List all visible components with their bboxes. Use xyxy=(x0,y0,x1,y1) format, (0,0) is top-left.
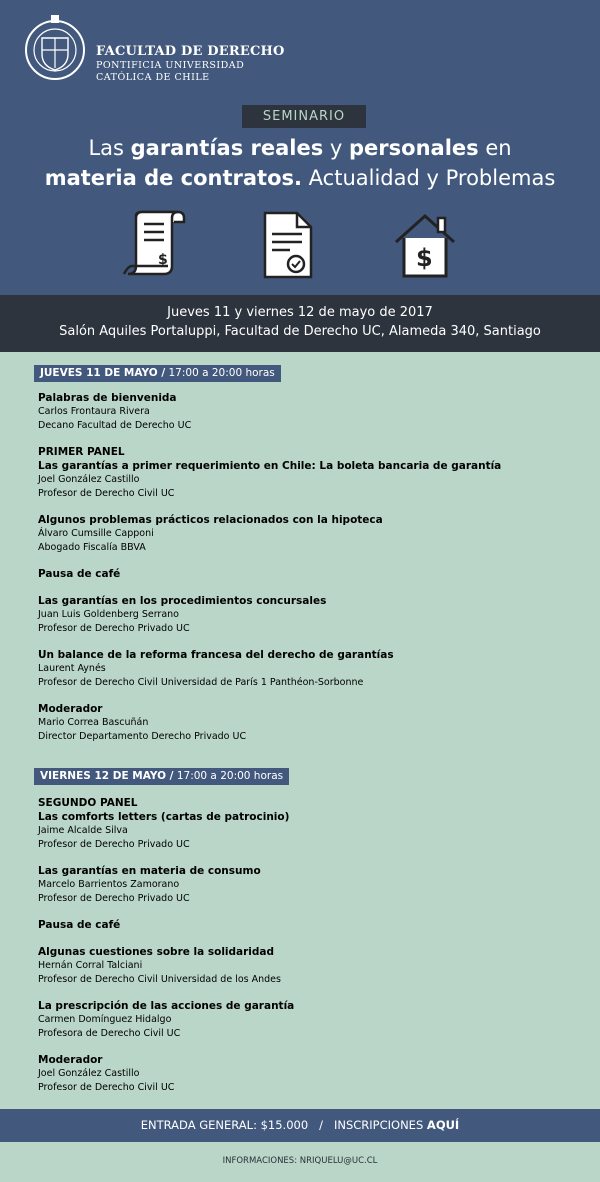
program-item xyxy=(38,864,578,905)
program-item xyxy=(38,999,578,1040)
panel-title: SEGUNDO PANEL xyxy=(38,797,138,809)
speaker-name: Mario Correa Bascuñán xyxy=(38,717,149,728)
speaker-role: Profesor de Derecho Privado UC xyxy=(38,622,190,634)
title-part: Las xyxy=(88,136,131,160)
item-title: Moderador xyxy=(38,1054,103,1066)
program-item xyxy=(38,445,578,500)
register-link[interactable]: AQUÍ xyxy=(426,1118,460,1132)
svg-text:$: $ xyxy=(416,244,433,272)
title-part: y xyxy=(323,136,350,160)
event-dates: Jueves 11 y viernes 12 de mayo de 2017 xyxy=(167,305,433,320)
footer-separator: / xyxy=(308,1118,334,1132)
speaker-role: Profesor de Derecho Civil UC xyxy=(38,1081,175,1093)
speaker-role: Director Departamento Derecho Privado UC xyxy=(38,730,247,742)
speaker-name: Jaime Alcalde Silva xyxy=(38,825,128,836)
item-title: Pausa de café xyxy=(38,919,121,931)
speaker-role: Decano Facultad de Derecho UC xyxy=(38,419,192,431)
title-part: en xyxy=(478,136,512,160)
event-title xyxy=(0,133,600,193)
title-bold: garantías reales xyxy=(130,136,324,160)
certified-document-icon xyxy=(262,210,314,280)
item-title: Las garantías en los procedimientos concursales xyxy=(38,595,327,607)
seminar-badge: SEMINARIO xyxy=(242,105,366,128)
receipt-dollar-icon xyxy=(122,210,188,280)
icon-row xyxy=(0,210,600,285)
day1-header xyxy=(34,365,281,382)
speaker-name: Joel González Castillo xyxy=(38,474,140,485)
item-title: Las garantías a primer requerimiento en Chile: La boleta bancaria de garantía xyxy=(38,460,502,472)
item-title: La prescripción de las acciones de garantía xyxy=(38,1000,295,1012)
day2-header xyxy=(34,768,289,785)
university-seal-icon xyxy=(24,12,86,90)
event-location: Salón Aquiles Portaluppi, Facultad de Derecho UC, Alameda 340, Santiago xyxy=(59,324,541,339)
speaker-role: Profesor de Derecho Privado UC xyxy=(38,838,190,850)
item-title: Pausa de café xyxy=(38,568,121,580)
title-bold: materia de contratos. xyxy=(44,166,302,190)
program-item xyxy=(38,702,578,743)
program-item xyxy=(38,648,578,689)
program-item xyxy=(38,513,578,554)
speaker-role: Profesor de Derecho Civil Universidad de París 1 Panthéon-Sorbonne xyxy=(38,676,364,688)
item-title: Las comforts letters (cartas de patrocinio) xyxy=(38,811,290,823)
speaker-name: Carlos Frontaura Rivera xyxy=(38,406,150,417)
speaker-role: Abogado Fiscalía BBVA xyxy=(38,541,146,553)
day1-time: 17:00 a 20:00 horas xyxy=(165,367,275,379)
inscripciones-label: INSCRIPCIONES xyxy=(333,1118,427,1132)
speaker-name: Marcelo Barrientos Zamorano xyxy=(38,879,180,890)
date-location-band xyxy=(0,295,600,352)
contact-info[interactable]: INFORMACIONES: NRIQUELU@UC.CL xyxy=(0,1142,600,1182)
faculty-name xyxy=(96,44,285,84)
house-dollar-icon xyxy=(392,210,458,280)
day2-label: VIERNES 12 DE MAYO / xyxy=(40,770,174,782)
program-item xyxy=(38,391,578,432)
day1-label: JUEVES 11 DE MAYO / xyxy=(40,367,166,379)
svg-text:$: $ xyxy=(158,252,168,268)
item-title: Algunos problemas prácticos relacionados con la hipoteca xyxy=(38,514,383,526)
footer-band xyxy=(0,1109,600,1142)
speaker-role: Profesor de Derecho Privado UC xyxy=(38,892,190,904)
item-title: Moderador xyxy=(38,703,103,715)
title-bold: personales xyxy=(349,136,479,160)
header xyxy=(0,0,600,295)
program-item xyxy=(38,594,578,635)
entry-price: ENTRADA GENERAL: $15.000 xyxy=(140,1118,309,1132)
speaker-name: Laurent Aynés xyxy=(38,663,106,674)
day2-time: 17:00 a 20:00 horas xyxy=(173,770,284,782)
faculty-line1: FACULTAD DE DERECHO xyxy=(96,44,285,59)
item-title: Algunas cuestiones sobre la solidaridad xyxy=(38,946,275,958)
speaker-role: Profesor de Derecho Civil UC xyxy=(38,487,175,499)
program-item xyxy=(38,945,578,986)
speaker-name: Álvaro Cumsille Capponi xyxy=(38,528,154,539)
program-item xyxy=(38,796,578,851)
item-title: Un balance de la reforma francesa del derecho de garantías xyxy=(38,649,394,661)
faculty-line2: PONTIFICIA UNIVERSIDAD xyxy=(96,60,245,71)
speaker-role: Profesora de Derecho Civil UC xyxy=(38,1027,181,1039)
program-item xyxy=(38,918,578,932)
speaker-name: Juan Luis Goldenberg Serrano xyxy=(38,609,179,620)
program-item xyxy=(38,1053,578,1094)
speaker-name: Joel González Castillo xyxy=(38,1068,140,1079)
program-item xyxy=(38,567,578,581)
faculty-line3: CATÓLICA DE CHILE xyxy=(96,72,210,83)
panel-title: PRIMER PANEL xyxy=(38,446,125,458)
speaker-name: Hernán Corral Talciani xyxy=(38,960,143,971)
speaker-role: Profesor de Derecho Civil Universidad de los Andes xyxy=(38,973,281,985)
item-title: Palabras de bienvenida xyxy=(38,392,177,404)
speaker-name: Carmen Domínguez Hidalgo xyxy=(38,1014,172,1025)
title-part: Actualidad y Problemas xyxy=(302,166,556,190)
item-title: Las garantías en materia de consumo xyxy=(38,865,261,877)
